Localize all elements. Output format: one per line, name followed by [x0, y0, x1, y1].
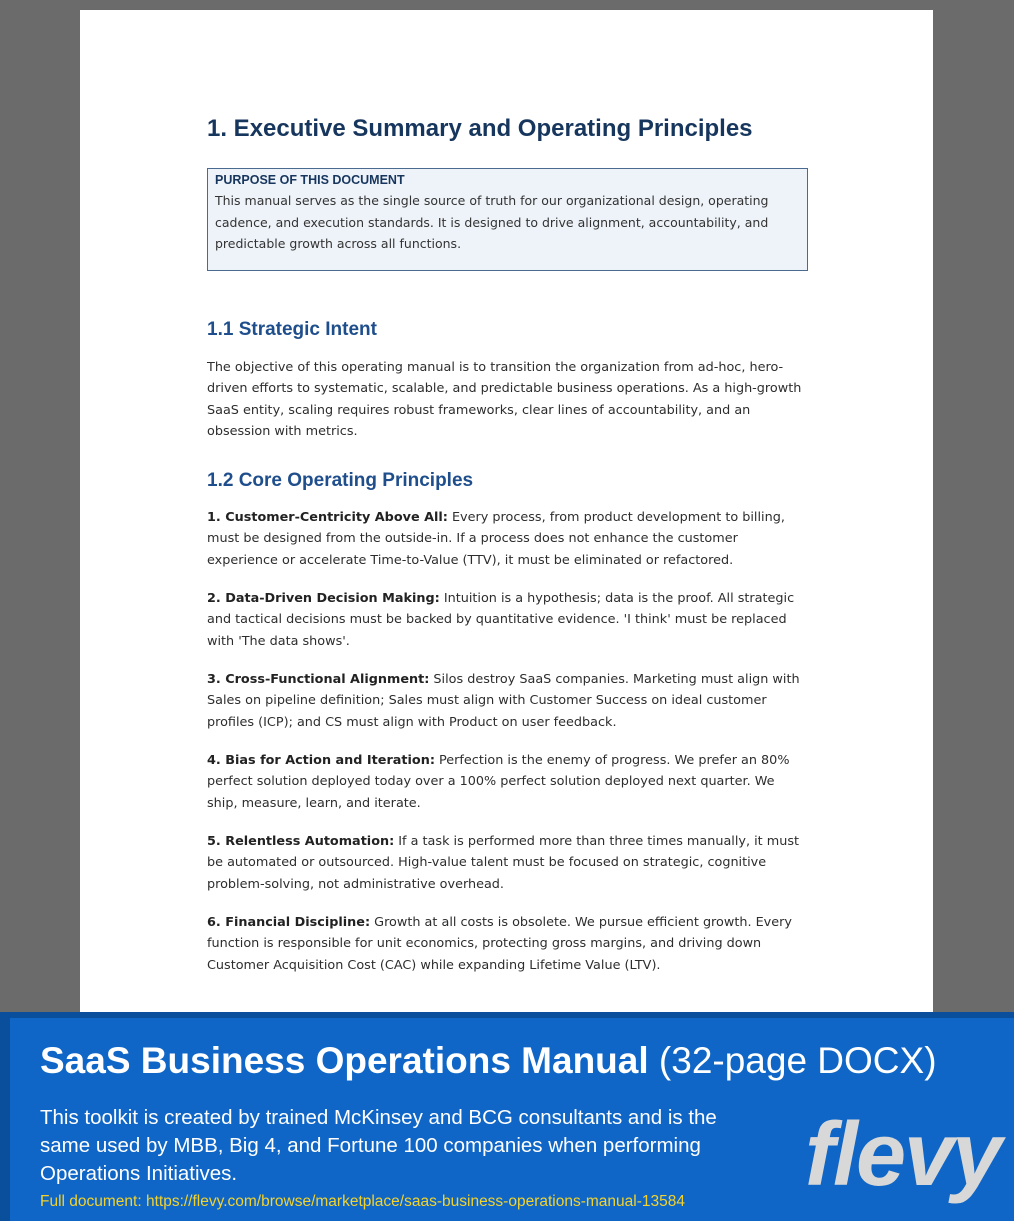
principle-item: [207, 507, 808, 571]
principle-text: Silos destroy SaaS companies. Marketing must align with Sales on pipeline definition; Sales must align with Customer Success on ideal customer profiles (ICP); and CS must align with Product on user feedback.: [207, 672, 800, 730]
promo-banner-panel: [10, 1018, 1014, 1221]
principle-text: Growth at all costs is obsolete. We pursue efficient growth. Every function is responsible for unit economics, protecting gross margins, and driving down Customer Acquisition Cost (CAC) while expanding Lifetime Value (LTV).: [207, 915, 792, 973]
principle-text: If a task is performed more than three times manually, it must be automated or outsourced. High-value talent must be focused on strategic, cognitive problem-solving, not administrative overhead.: [207, 834, 800, 892]
callout-title: PURPOSE OF THIS DOCUMENT: [215, 173, 405, 187]
principle-label: 6. Financial Discipline:: [207, 915, 371, 930]
flevy-logo[interactable]: flevy: [805, 1105, 1001, 1205]
section-heading-core-principles: 1.2 Core Operating Principles: [207, 470, 474, 491]
principle-item: [207, 912, 808, 976]
principle-item: [207, 831, 808, 895]
banner-title-format: (32-page DOCX): [648, 1040, 937, 1081]
callout-text: This manual serves as the single source of truth for our organizational design, operating cadence, and execution standards. It is designed to drive alignment, accountability, and predictable growth across all functions.: [215, 193, 769, 251]
promo-banner: [0, 1012, 1014, 1221]
purpose-callout: [207, 168, 808, 271]
principle-label: 4. Bias for Action and Iteration:: [207, 753, 435, 768]
full-document-link[interactable]: Full document: https://flevy.com/browse/marketplace/saas-business-operations-manual-13584: [40, 1193, 685, 1210]
section-heading-strategic-intent: 1.1 Strategic Intent: [207, 319, 377, 340]
principle-item: [207, 588, 808, 652]
principle-text: Every process, from product development to billing, must be designed from the outside-in. If a process does not enhance the customer experience or accelerate Time-to-Value (TTV), it must be eliminated or refactored.: [207, 510, 785, 568]
principle-text: Intuition is a hypothesis; data is the proof. All strategic and tactical decisions must be backed by quantitative evidence. 'I think' must be replaced with 'The data shows'.: [207, 591, 795, 649]
strategic-intent-text: The objective of this operating manual is to transition the organization from ad-hoc, hero-driven efforts to systematic, scalable, and predictable business operations. As a high-growth SaaS entity, scaling requires robust frameworks, clear lines of accountability, and an obsession with metrics.: [207, 360, 802, 440]
principle-item: [207, 750, 808, 814]
principle-label: 3. Cross-Functional Alignment:: [207, 672, 430, 687]
banner-description: This toolkit is created by trained McKinsey and BCG consultants and is the same used by MBB, Big 4, and Fortune 100 companies when performing Operations Initiatives.: [40, 1106, 717, 1185]
principle-label: 2. Data-Driven Decision Making:: [207, 591, 440, 606]
banner-title-bold: SaaS Business Operations Manual: [40, 1040, 649, 1081]
principle-text: Perfection is the enemy of progress. We prefer an 80% perfect solution deployed today over a 100% perfect solution deployed next quarter. We ship, measure, learn, and iterate.: [207, 753, 790, 811]
principle-label: 1. Customer-Centricity Above All:: [207, 510, 448, 525]
principle-label: 5. Relentless Automation:: [207, 834, 395, 849]
principle-item: [207, 669, 808, 733]
banner-title: [40, 1040, 937, 1082]
page-title: 1. Executive Summary and Operating Principles: [207, 115, 753, 142]
document-page: [80, 10, 933, 1015]
